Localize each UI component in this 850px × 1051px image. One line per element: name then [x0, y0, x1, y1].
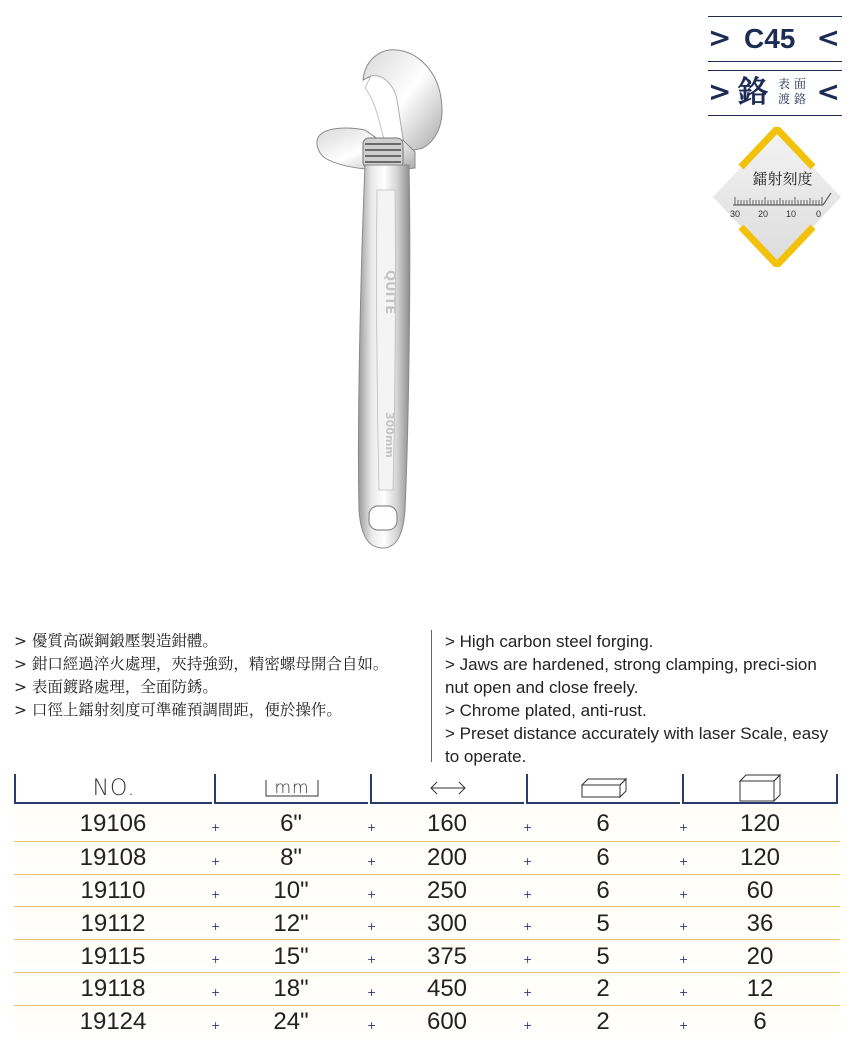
table-cell: 120 [739, 810, 781, 838]
header-size [214, 774, 368, 804]
scale-tick-label: 0 [816, 209, 822, 219]
separator-plus-icon: + [367, 920, 377, 934]
chevron-left-icon: < [816, 21, 840, 54]
double-arrow-icon [428, 780, 468, 796]
table-cell: 6 [596, 844, 610, 872]
inner-box-icon [580, 777, 628, 799]
table-cell: 19106 [79, 810, 147, 838]
laser-scale-title: 鐳射刻度 [752, 170, 813, 188]
table-row [14, 939, 840, 972]
table-cell: 19112 [80, 909, 146, 937]
scale-tick-label: 10 [786, 209, 797, 219]
header-carton [682, 774, 838, 804]
chevron-right-icon: > [708, 75, 732, 108]
table-cell: 200 [426, 844, 468, 872]
table-row [14, 874, 840, 907]
table-cell: 20 [746, 942, 774, 970]
separator-plus-icon: + [523, 920, 533, 934]
chrome-subtitle [778, 77, 818, 107]
chevron-right-icon: > [708, 21, 732, 54]
chrome-char: 鉻 [738, 75, 768, 110]
chevron-left-icon: < [816, 75, 840, 108]
table-cell: 6 [596, 876, 610, 904]
chrome-subtitle-line2: 渡鉻 [778, 92, 811, 106]
separator-plus-icon: + [679, 821, 689, 834]
separator-plus-icon: + [679, 953, 689, 967]
feature-line: > Jaws are hardened, strong clamping, preci-sion nut open and close freely. [445, 655, 817, 697]
table-cell: 15" [273, 942, 309, 970]
table-cell: 12" [273, 909, 309, 937]
table-row [14, 972, 840, 1005]
header-no [14, 774, 212, 804]
table-body [14, 808, 840, 1038]
separator-plus-icon: + [679, 1018, 689, 1032]
separator-plus-icon: + [211, 854, 221, 868]
table-cell: 10" [273, 876, 309, 904]
chrome-subtitle-line1: 表面 [778, 77, 811, 91]
table-cell: 600 [426, 1008, 468, 1036]
separator-plus-icon: + [679, 985, 689, 999]
features-english [445, 630, 845, 768]
header-inner-box [526, 774, 680, 804]
table-header [14, 772, 840, 808]
table-cell: 19115 [80, 942, 146, 970]
table-cell: 2 [596, 1008, 610, 1036]
wrench-size-mark: 300mm [383, 412, 396, 458]
separator-plus-icon: + [523, 821, 533, 834]
header-length [370, 774, 524, 804]
separator-plus-icon: + [211, 1018, 221, 1032]
table-row [14, 841, 840, 874]
table-cell: 120 [739, 844, 781, 872]
feature-line: > 優質高碳鋼鍛壓製造鉗體。 [14, 632, 218, 650]
feature-line: > 口徑上鐳射刻度可準確預調間距，便於操作。 [14, 701, 342, 719]
table-cell: 160 [426, 810, 468, 838]
material-label: C45 [744, 23, 796, 54]
scale-tick-label: 30 [730, 209, 741, 219]
laser-scale-badge [711, 127, 850, 267]
separator-plus-icon: + [523, 854, 533, 868]
table-row [14, 1005, 840, 1038]
feature-line: > Preset distance accurately with laser Scale, easy to operate. [445, 724, 829, 766]
separator-plus-icon: + [367, 953, 377, 967]
separator-plus-icon: + [367, 854, 377, 868]
table-cell: 6 [753, 1008, 767, 1036]
separator-plus-icon: + [211, 920, 221, 934]
table-row [14, 808, 840, 841]
table-cell: 19108 [79, 844, 147, 872]
table-cell: 6" [280, 810, 302, 838]
separator-plus-icon: + [679, 887, 689, 901]
separator-plus-icon: + [523, 953, 533, 967]
features-chinese [14, 630, 424, 722]
feature-line: > High carbon steel forging. [445, 632, 654, 651]
separator-plus-icon: + [211, 985, 221, 999]
table-cell: 6 [596, 810, 610, 838]
table-cell: 250 [426, 876, 468, 904]
spec-table [14, 772, 840, 1037]
table-cell: 12 [746, 975, 774, 1003]
header-no-label: NO. [92, 775, 136, 801]
separator-plus-icon: + [367, 821, 377, 834]
table-row [14, 906, 840, 939]
separator-plus-icon: + [367, 887, 377, 901]
separator-plus-icon: + [679, 854, 689, 868]
separator-plus-icon: + [679, 920, 689, 934]
table-cell: 375 [426, 942, 468, 970]
separator-plus-icon: + [211, 887, 221, 901]
separator-plus-icon: + [211, 953, 221, 967]
adjustable-wrench-image [305, 40, 465, 560]
table-cell: 24" [273, 1008, 309, 1036]
table-cell: 8" [280, 844, 302, 872]
header-size-label: mm [274, 778, 310, 798]
feature-line: > Chrome plated, anti-rust. [445, 701, 647, 720]
table-cell: 5 [596, 942, 610, 970]
feature-divider [431, 630, 432, 762]
table-cell: 18" [273, 975, 309, 1003]
separator-plus-icon: + [523, 887, 533, 901]
table-cell: 19124 [79, 1008, 147, 1036]
table-cell: 19110 [80, 876, 146, 904]
scale-tick-label: 20 [758, 209, 769, 219]
wrench-brand-mark: QUITE [382, 270, 397, 315]
separator-plus-icon: + [367, 985, 377, 999]
carton-box-icon [738, 773, 782, 803]
separator-plus-icon: + [367, 1018, 377, 1032]
material-badge [708, 16, 842, 62]
feature-line: > 表面鍍路處理，全面防銹。 [14, 678, 218, 696]
table-cell: 60 [746, 876, 774, 904]
table-cell: 36 [746, 909, 774, 937]
table-cell: 5 [596, 909, 610, 937]
separator-plus-icon: + [523, 1018, 533, 1032]
table-cell: 19118 [80, 975, 146, 1003]
separator-plus-icon: + [211, 821, 221, 834]
separator-plus-icon: + [523, 985, 533, 999]
table-cell: 450 [426, 975, 468, 1003]
table-cell: 300 [426, 909, 468, 937]
chrome-badge [708, 70, 842, 116]
table-cell: 2 [596, 975, 610, 1003]
feature-line: > 鉗口經過淬火處理，夾持強勁，精密螺母開合自如。 [14, 655, 389, 673]
